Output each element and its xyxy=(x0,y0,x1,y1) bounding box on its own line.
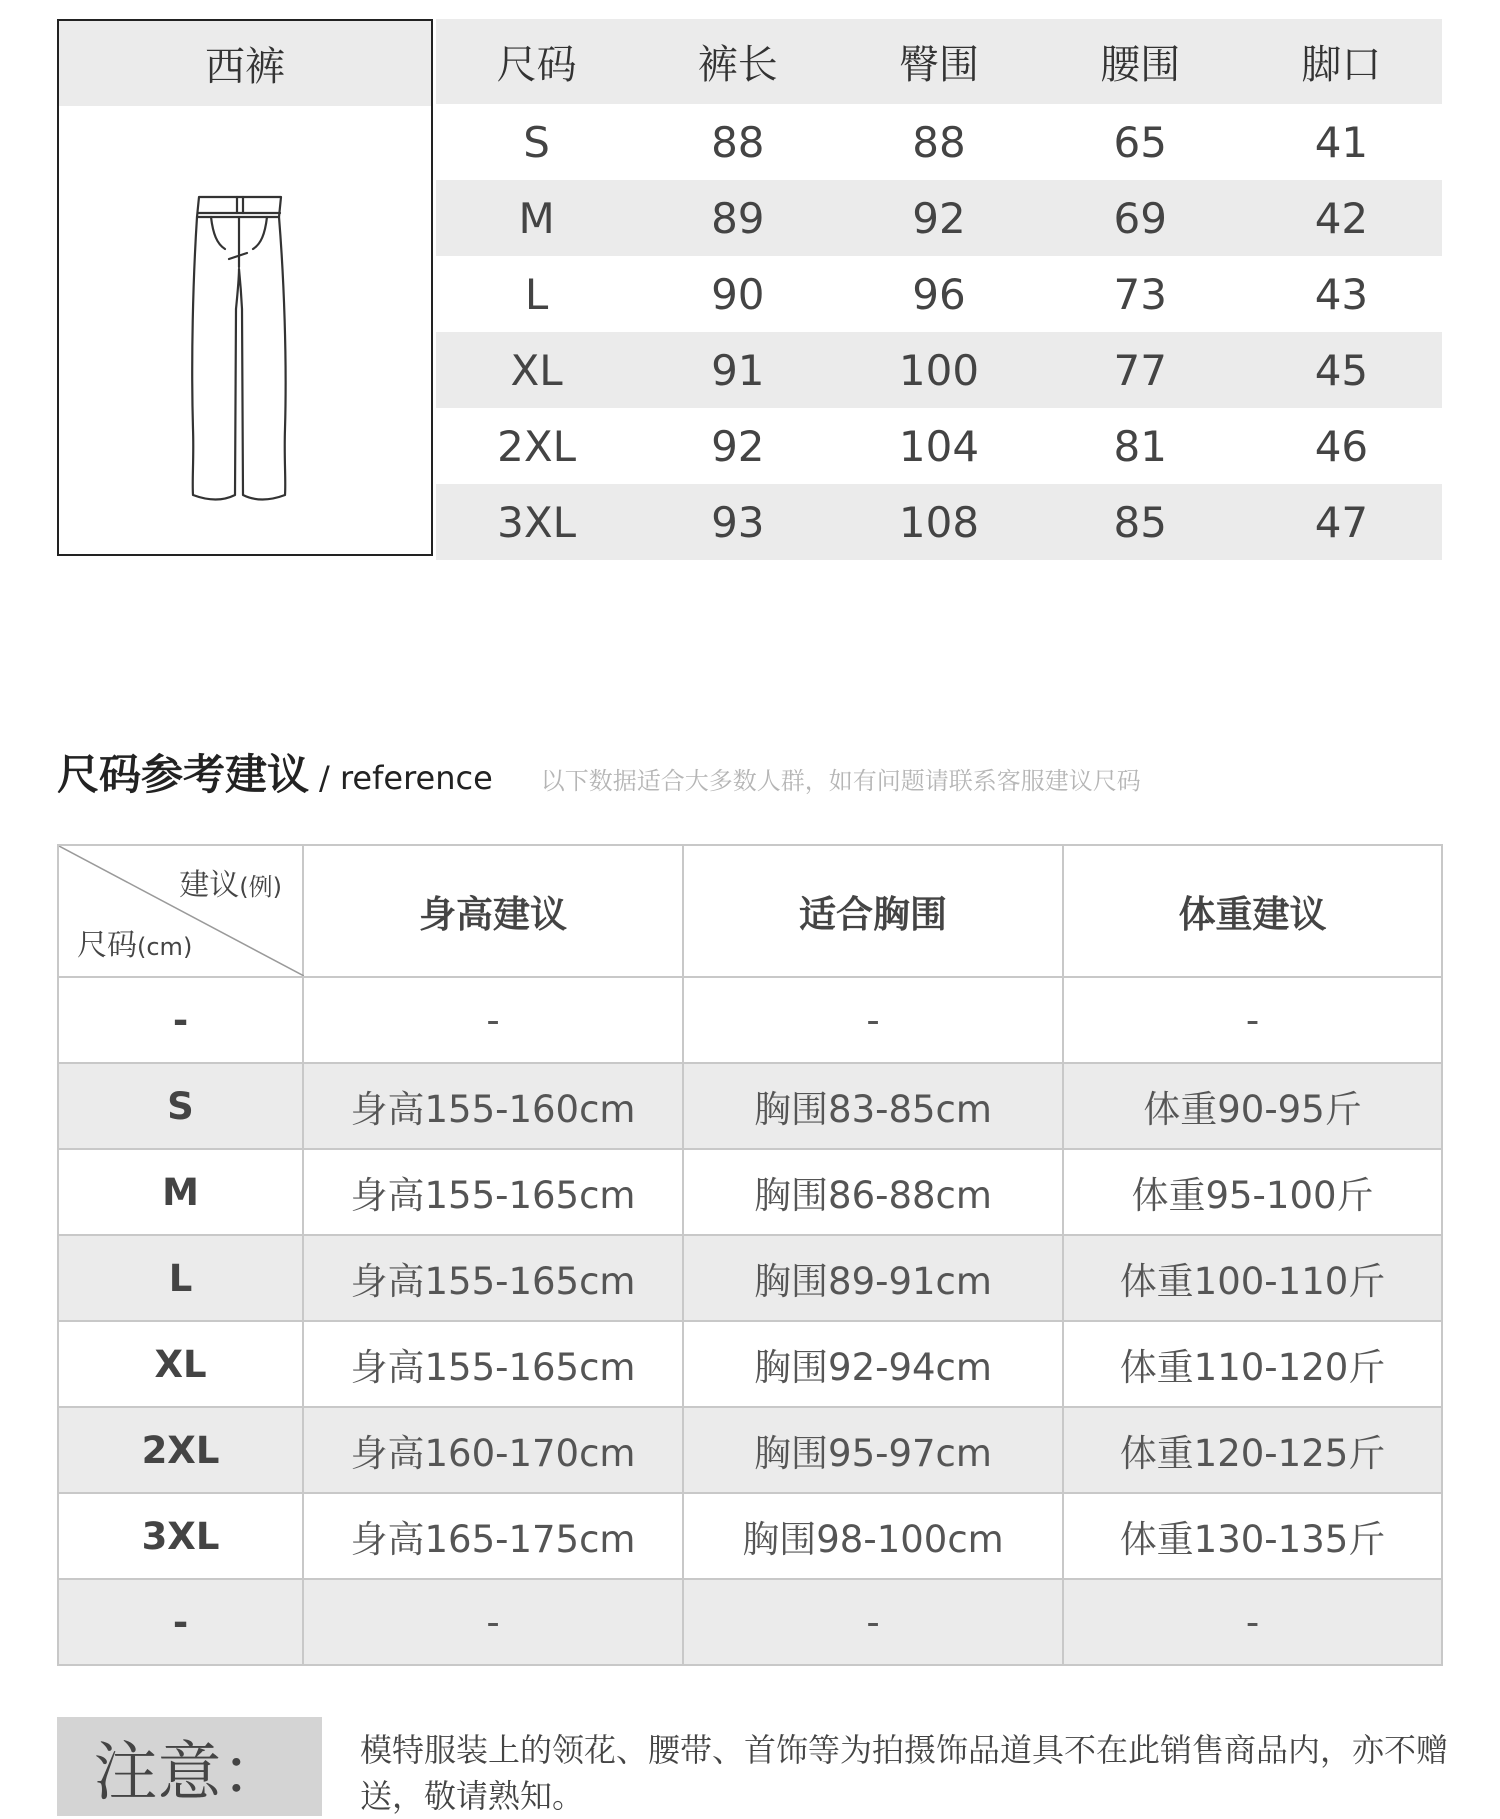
table-row xyxy=(58,1235,1442,1321)
table-cell: 3XL xyxy=(497,497,577,547)
size-chart-header xyxy=(436,19,1442,104)
table-cell: 胸围86-88cm xyxy=(683,1149,1063,1235)
table-cell: S xyxy=(523,117,550,167)
corner-bottom-small: (cm) xyxy=(137,933,193,961)
reference-subtitle: / reference xyxy=(319,759,493,797)
table-cell: 108 xyxy=(898,497,980,547)
table-row xyxy=(436,104,1442,180)
reference-title: 尺码参考建议 xyxy=(57,750,310,799)
table-cell: M xyxy=(58,1149,303,1235)
corner-top-text: 建议 xyxy=(179,868,240,903)
table-cell: 体重100-110斤 xyxy=(1063,1235,1442,1321)
corner-top-label xyxy=(179,860,282,904)
table-cell: 胸围83-85cm xyxy=(683,1063,1063,1149)
table-cell: 90 xyxy=(711,269,765,319)
table-cell: 77 xyxy=(1113,345,1167,395)
table-cell: L xyxy=(58,1235,303,1321)
header-cell: 腰围 xyxy=(1100,42,1181,88)
table-cell: L xyxy=(524,269,549,319)
table-row xyxy=(436,408,1442,484)
table-row xyxy=(58,1149,1442,1235)
table-cell: 身高155-165cm xyxy=(303,1235,683,1321)
table-cell: 47 xyxy=(1314,497,1369,547)
table-cell: - xyxy=(303,977,683,1063)
header-cell: 身高建议 xyxy=(303,845,683,977)
table-row xyxy=(58,1579,1442,1665)
header-cell: 适合胸围 xyxy=(683,845,1063,977)
table-cell: 88 xyxy=(711,117,765,167)
header-cell: 裤长 xyxy=(697,42,778,88)
header-cell: 尺码 xyxy=(496,42,577,88)
table-cell: 胸围95-97cm xyxy=(683,1407,1063,1493)
table-row xyxy=(58,1321,1442,1407)
table-cell: 85 xyxy=(1113,497,1167,547)
table-cell: - xyxy=(303,1579,683,1665)
table-row xyxy=(436,484,1442,560)
reference-table xyxy=(57,844,1443,1666)
table-cell: 92 xyxy=(711,421,765,471)
trousers-illustration xyxy=(189,189,289,504)
table-cell: 69 xyxy=(1113,193,1167,243)
corner-header-cell xyxy=(58,845,303,977)
table-cell: 41 xyxy=(1314,117,1369,167)
table-cell: - xyxy=(58,1579,303,1665)
table-cell: 91 xyxy=(711,345,765,395)
table-cell: 2XL xyxy=(58,1407,303,1493)
product-panel xyxy=(57,19,433,556)
corner-bottom-text: 尺码 xyxy=(77,928,137,963)
table-row xyxy=(58,1063,1442,1149)
reference-header-row xyxy=(58,845,1442,977)
table-cell: - xyxy=(683,1579,1063,1665)
table-cell: 胸围92-94cm xyxy=(683,1321,1063,1407)
table-cell: 身高160-170cm xyxy=(303,1407,683,1493)
table-cell: 73 xyxy=(1113,269,1167,319)
table-cell: 65 xyxy=(1113,117,1167,167)
table-cell: 身高155-160cm xyxy=(303,1063,683,1149)
reference-note: 以下数据适合大多数人群，如有问题请联系客服建议尺码 xyxy=(540,767,1141,795)
table-cell: 胸围89-91cm xyxy=(683,1235,1063,1321)
table-cell: 体重95-100斤 xyxy=(1063,1149,1442,1235)
table-cell: 46 xyxy=(1314,421,1369,471)
table-cell: XL xyxy=(510,345,563,395)
table-cell: 93 xyxy=(711,497,765,547)
reference-heading xyxy=(57,742,1141,802)
product-label: 西裤 xyxy=(59,21,431,106)
table-cell: - xyxy=(58,977,303,1063)
table-row xyxy=(58,1407,1442,1493)
table-cell: 体重110-120斤 xyxy=(1063,1321,1442,1407)
table-cell: 92 xyxy=(912,193,966,243)
table-cell: 104 xyxy=(898,421,980,471)
table-cell: 96 xyxy=(912,269,966,319)
notice-label: 注意： xyxy=(57,1717,322,1816)
table-cell: 45 xyxy=(1314,345,1369,395)
table-cell: - xyxy=(1063,977,1442,1063)
table-cell: 88 xyxy=(912,117,966,167)
notice-text: 模特服装上的领花、腰带、首饰等为拍摄饰品道具不在此销售商品内，亦不赠送，敬请熟知。 xyxy=(360,1731,1449,1815)
table-cell: 身高155-165cm xyxy=(303,1149,683,1235)
table-cell: 81 xyxy=(1113,421,1167,471)
corner-bottom-label xyxy=(77,920,192,964)
table-cell: 体重130-135斤 xyxy=(1063,1493,1442,1579)
table-cell: 身高165-175cm xyxy=(303,1493,683,1579)
corner-top-small: (例) xyxy=(239,873,282,901)
size-chart-table xyxy=(436,19,1442,560)
header-cell: 体重建议 xyxy=(1063,845,1442,977)
table-row xyxy=(436,332,1442,408)
table-cell: XL xyxy=(58,1321,303,1407)
table-cell: 2XL xyxy=(497,421,577,471)
table-row xyxy=(58,1493,1442,1579)
table-cell: 胸围98-100cm xyxy=(683,1493,1063,1579)
table-cell: M xyxy=(518,193,555,243)
table-row xyxy=(436,180,1442,256)
table-cell: 3XL xyxy=(58,1493,303,1579)
table-row xyxy=(58,977,1442,1063)
table-cell: 42 xyxy=(1314,193,1369,243)
table-cell: 43 xyxy=(1314,269,1369,319)
table-row xyxy=(436,256,1442,332)
header-cell: 臀围 xyxy=(899,42,979,88)
table-cell: 体重120-125斤 xyxy=(1063,1407,1442,1493)
table-cell: - xyxy=(683,977,1063,1063)
table-cell: - xyxy=(1063,1579,1442,1665)
table-cell: 体重90-95斤 xyxy=(1063,1063,1442,1149)
header-cell: 脚口 xyxy=(1301,42,1382,88)
table-cell: 身高155-165cm xyxy=(303,1321,683,1407)
table-cell: 100 xyxy=(898,345,980,395)
table-cell: 89 xyxy=(711,193,765,243)
table-cell: S xyxy=(58,1063,303,1149)
